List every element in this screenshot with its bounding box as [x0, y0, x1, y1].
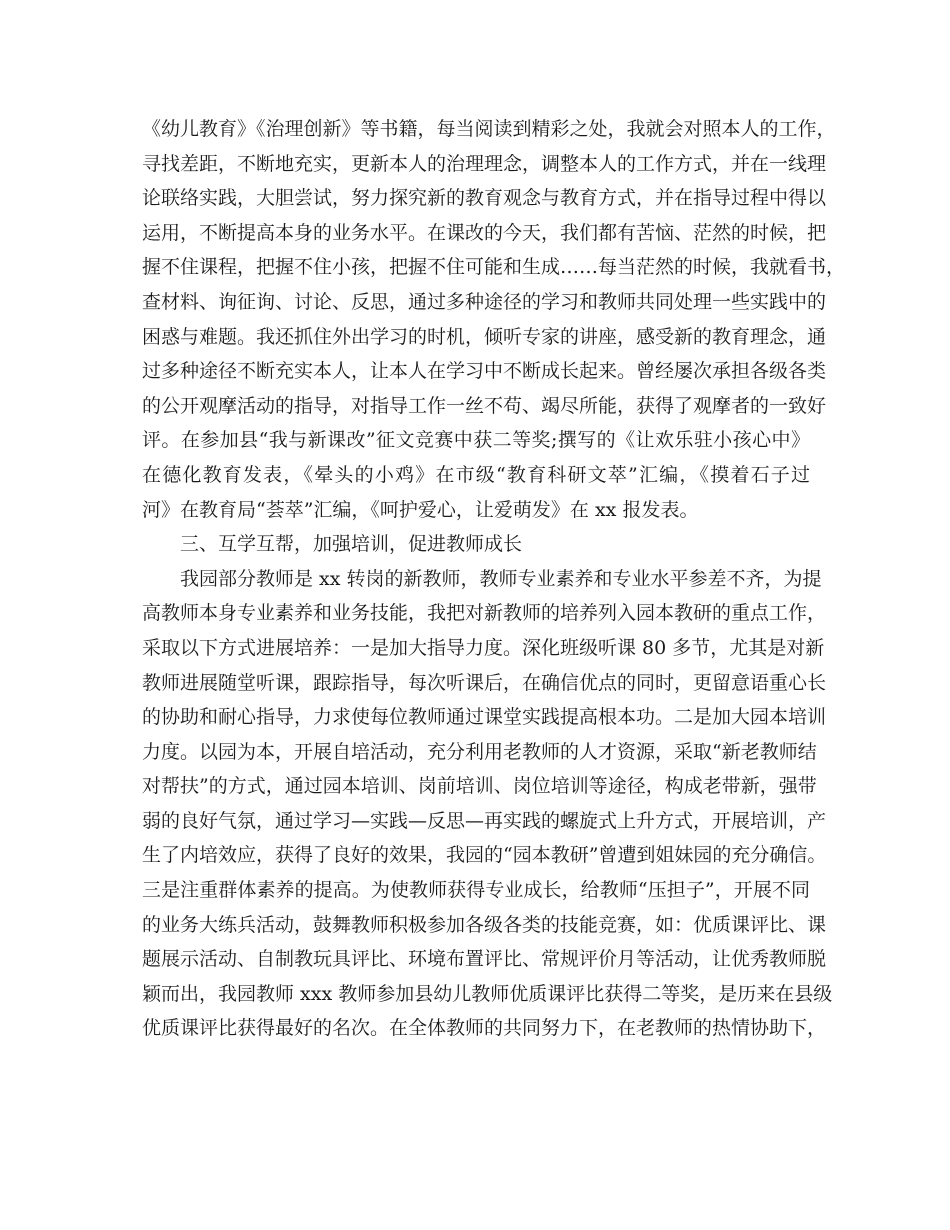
text-line: 我园部分教师是 xx 转岗的新教师，教师专业素养和专业水平参差不齐，为提	[180, 567, 822, 590]
text-line: 优质课评比获得最好的名次。在全体教师的共同努力下，在老教师的热情协助下，	[142, 1017, 827, 1040]
text-line: 运用，不断提高本身的业务水平。在课改的今天，我们都有苦恼、茫然的时候，把	[142, 221, 827, 244]
text-line: 握不住课程，把握不住小孩，把握不住可能和生成……每当茫然的时候，我就看书，	[142, 256, 846, 279]
text-line: 颖而出，我园教师 xxx 教师参加县幼儿教师优质课评比获得二等奖，是历来在县级	[142, 982, 833, 1005]
text-line: 三是注重群体素养的提高。为使教师获得专业成长，给教师“压担子”，开展不同	[142, 879, 810, 902]
text-line: 对帮扶”的方式，通过园本培训、岗前培训、岗位培训等途径，构成老带新，强带	[142, 775, 817, 798]
document-body	[142, 112, 846, 1046]
text-line: 弱的良好气氛，通过学习—实践—反思—再实践的螺旋式上升方式，开展培训，产	[142, 809, 827, 832]
text-line: 的公开观摩活动的指导，对指导工作一丝不苟、竭尽所能，获得了观摩者的一致好	[142, 394, 827, 417]
text-line: 在德化教育发表，《晕头的小鸡》在市级“教育科研文萃”汇编，《摸着石子过	[142, 463, 810, 486]
text-line: 高教师本身专业素养和业务技能，我把对新教师的培养列入园本教研的重点工作，	[142, 602, 827, 625]
text-line: 的协助和耐心指导，力求使每位教师通过课堂实践提高根本功。二是加大园本培训	[142, 706, 827, 729]
text-line: 力度。以园为本，开展自培活动，充分利用老教师的人才资源，采取“新老教师结	[142, 740, 817, 763]
text-line: 困惑与难题。我还抓住外出学习的时机，倾听专家的讲座，感受新的教育理念，通	[142, 325, 827, 348]
text-line: 采取以下方式进展培养：一是加大指导力度。深化班级听课 80 多节，尤其是对新	[142, 636, 825, 659]
text-line: 的业务大练兵活动，鼓舞教师积极参加各级各类的技能竞赛，如：优质课评比、课	[142, 913, 827, 936]
text-line: 论联络实践，大胆尝试，努力探究新的教育观念与教育方式，并在指导过程中得以	[142, 187, 827, 210]
section-heading: 三、互学互帮，加强培训，促进教师成长	[180, 533, 523, 556]
text-line: 河》在教育局“荟萃”汇编，《呵护爱心，让爱萌发》在 xx 报发表。	[142, 498, 699, 521]
text-line: 教师进展随堂听课，跟踪指导，每次听课后，在确信优点的同时，更留意语重心长	[142, 671, 827, 694]
text-line: 《幼儿教育》《治理创新》等书籍，每当阅读到精彩之处，我就会对照本人的工作，	[142, 118, 836, 140]
text-line: 评。在参加县“我与新课改”征文竞赛中获二等奖;撰写的《让欢乐驻小孩心中》	[142, 429, 810, 452]
text-line: 生了内培效应，获得了良好的效果，我园的“园本教研”曾遭到姐妹园的充分确信。	[142, 844, 827, 867]
text-line: 查材料、询征询、讨论、反思，通过多种途径的学习和教师共同处理一些实践中的	[142, 290, 827, 313]
text-line: 过多种途径不断充实本人，让本人在学习中不断成长起来。曾经屡次承担各级各类	[142, 360, 827, 383]
text-line: 寻找差距，不断地充实，更新本人的治理理念，调整本人的工作方式，并在一线理	[142, 152, 827, 175]
text-line: 题展示活动、自制教玩具评比、环境布置评比、常规评价月等活动，让优秀教师脱	[142, 948, 827, 971]
